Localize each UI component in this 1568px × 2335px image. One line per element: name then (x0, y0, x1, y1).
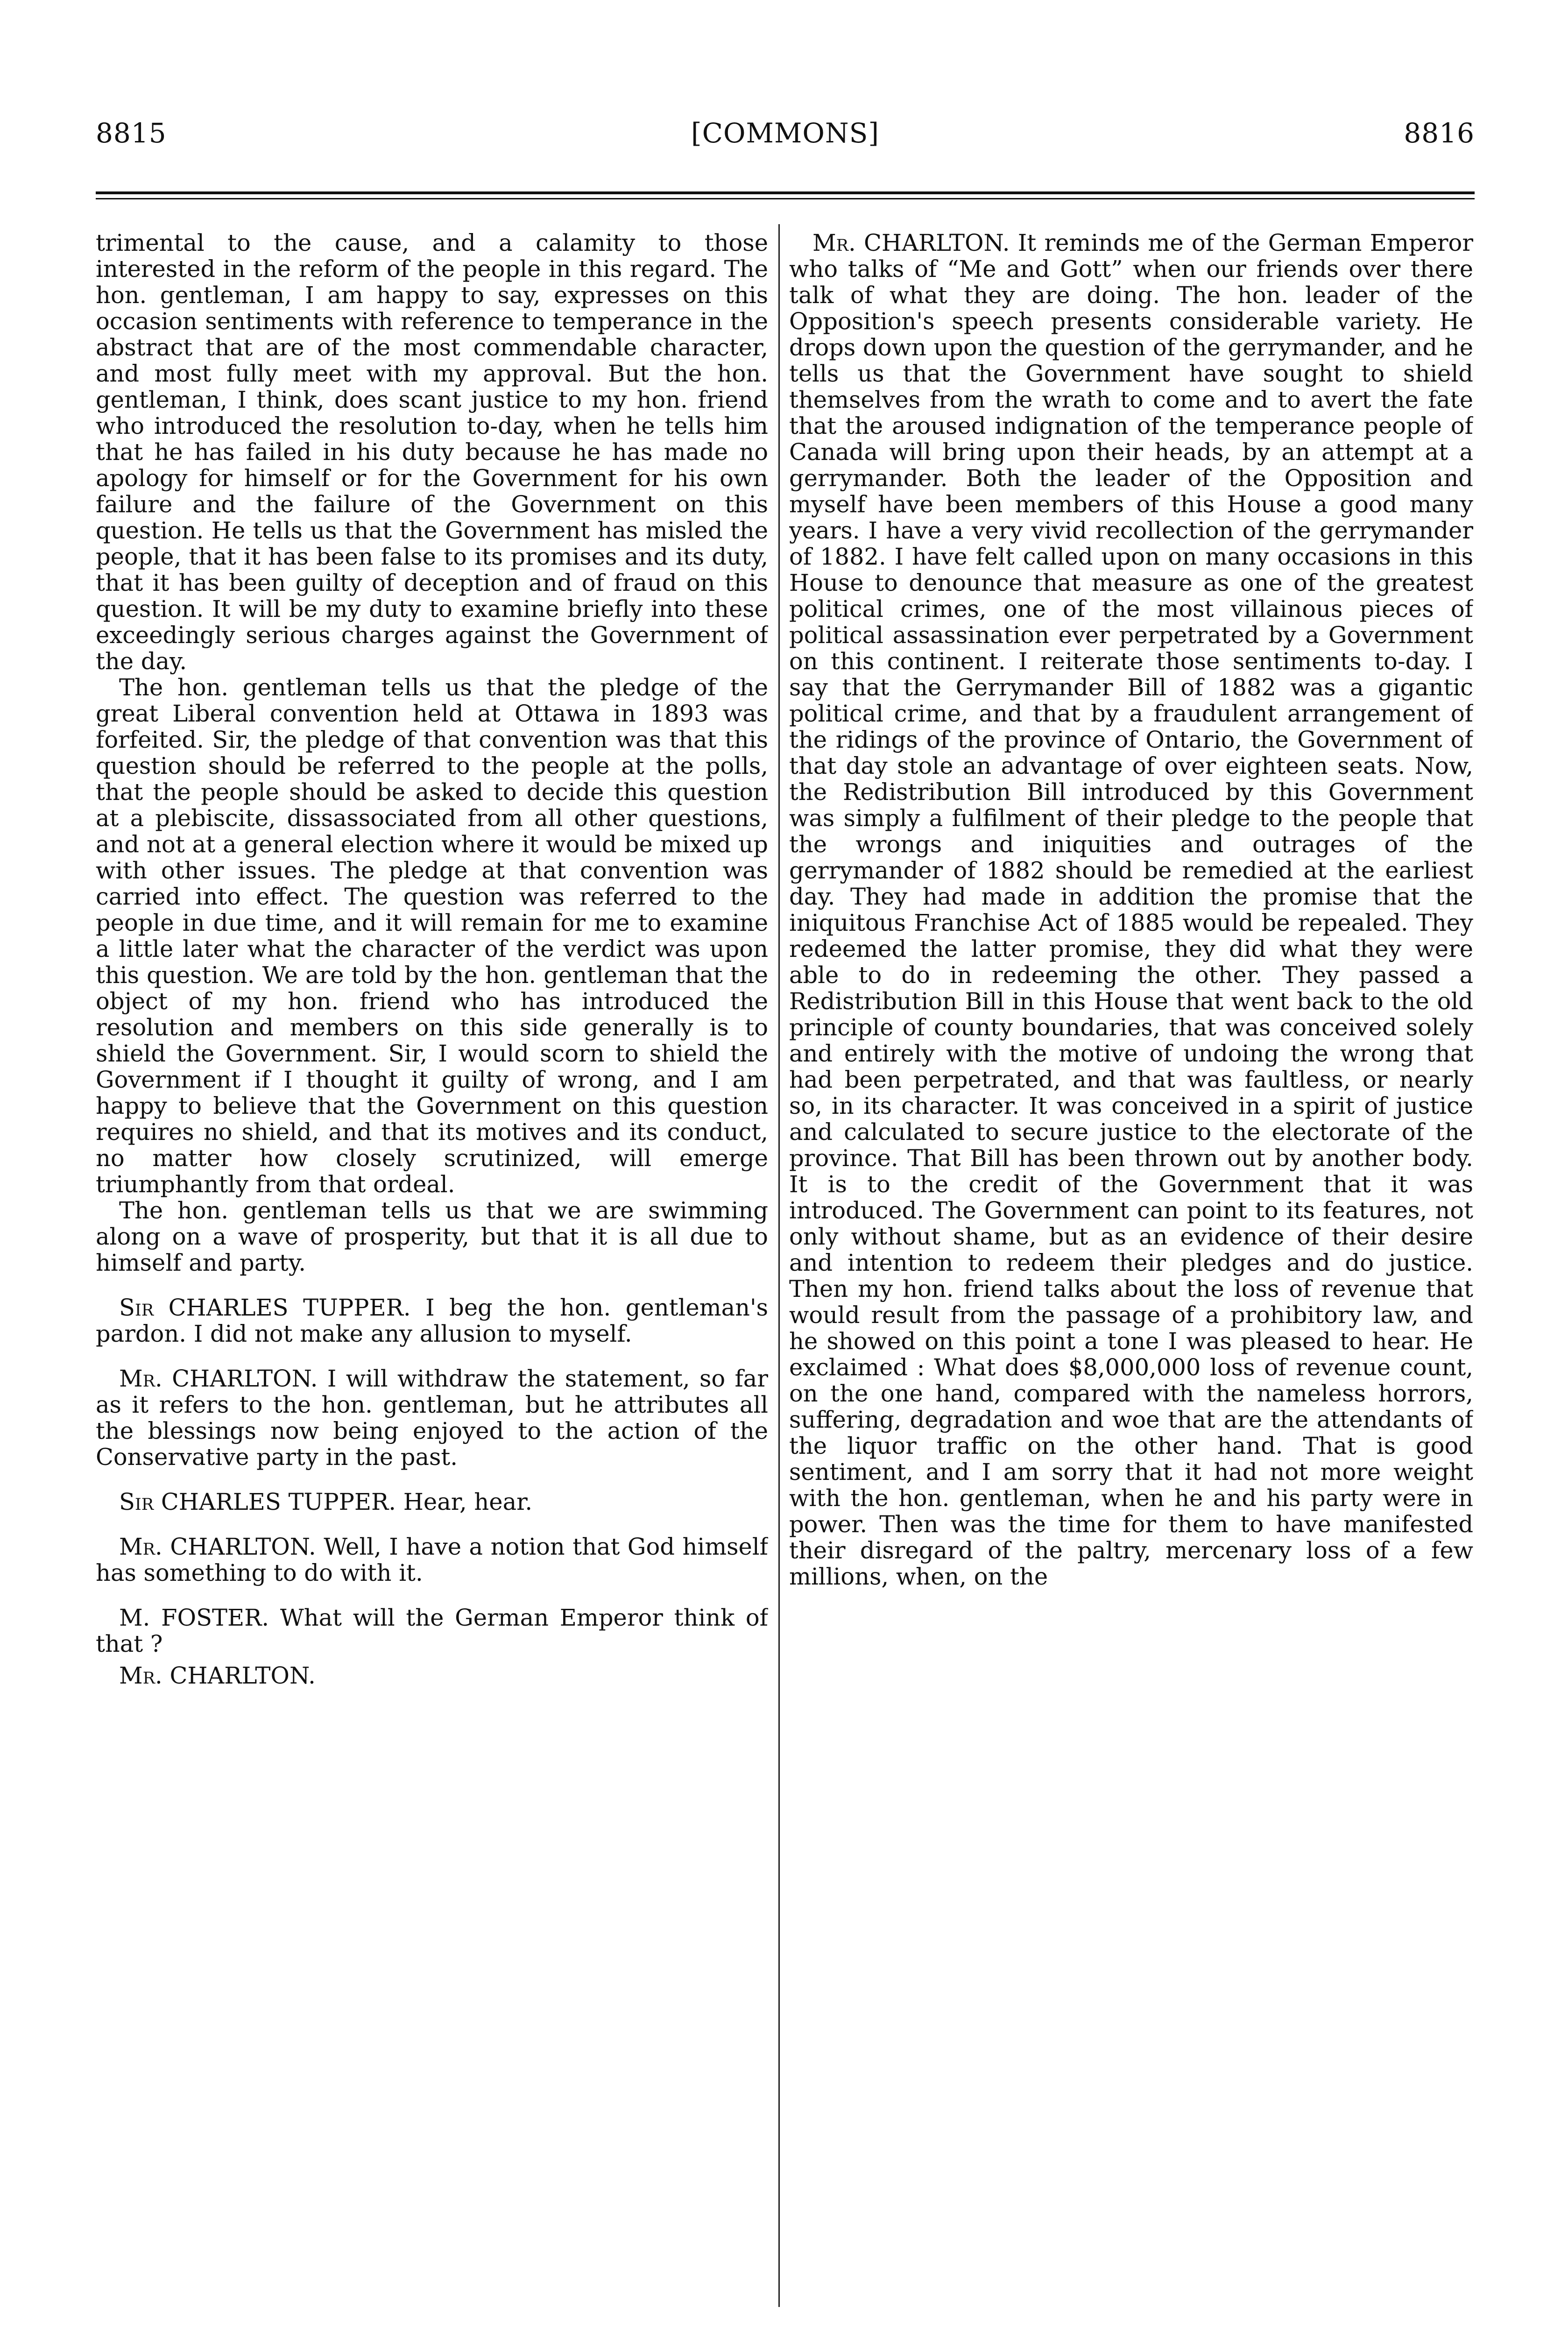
header-rule-thick (96, 191, 1475, 194)
column-divider (778, 224, 780, 2307)
speech-paragraph (96, 1489, 768, 1515)
speaker-name: Mr. CHARLTON. (119, 1662, 316, 1689)
page-header (96, 114, 1475, 152)
right-column (789, 230, 1473, 2335)
speech-text: Hear, hear. (396, 1488, 533, 1515)
page-number-right: 8816 (1404, 117, 1475, 149)
speech-paragraph (96, 1605, 768, 1657)
speech-text: What will the German Emperor think of that ? (96, 1604, 768, 1657)
speech-paragraph (96, 1663, 768, 1689)
speech-paragraph (96, 1295, 768, 1347)
page-number-left: 8815 (96, 117, 167, 149)
speaker-name: Mr. CHARLTON. (119, 1365, 318, 1392)
speaker-name: Sir CHARLES TUPPER. (119, 1294, 411, 1321)
paragraph: The hon. gentleman tells us that we are swimming along on a wave of prosperity, but that it is all due to himself and party. (96, 1197, 768, 1276)
speech-text: I beg the hon. gentleman's pardon. I did not make any allusion to myself. (96, 1294, 768, 1347)
speaker-name: Sir CHARLES TUPPER. (119, 1488, 396, 1515)
speech-text: It reminds me of the German Emperor who talks of “Me and Gott” when our friends over there talk of what they are doing. The hon. leader of the Opposition's speech presents considerable variety. He drops down upon the question of the gerrymander, and he tells us that the Government have sought to shield themselves from the wrath to come and to avert the fate that the aroused indignation of the temperance people of Canada will bring upon their heads, by an attempt at a gerrymander. Both the leader of the Opposition and myself have been members of this House a good many years. I have a very vivid recollection of the gerrymander of 1882. I have felt called upon on many occasions in this House to denounce that measure as one of the greatest political crimes, one of the most villainous pieces of political assassination ever perpetrated by a Government on this continent. I reiterate those sentiments to-day. I say that the Gerrymander Bill of 1882 was a gigantic political crime, and that by a fraudulent arrangement of the ridings of the province of Ontario, the Government of that day stole an advantage of over eighteen seats. Now, the Redistribution Bill introduced by this Government was simply a fulfilment of their pledge to the people that the wrongs and iniquities and outrages of the gerrymander of 1882 should be remedied at the earliest day. They had made in addition the promise that the iniquitous Franchise Act of 1885 would be repealed. They redeemed the latter promise, they did what they were able to do in redeeming the other. They passed a Redistribution Bill in this House that went back to the old principle of county boundaries, that was conceived solely and entirely with the motive of undoing the wrong that had been perpetrated, and that was faultless, or nearly so, in its character. It was conceived in a spirit of justice and calculated to secure justice to the electorate of the province. That Bill has been thrown out by another body. It is to the credit of the Government that it was introduced. The Government can point to its features, not only without shame, but as an evidence of their desire and intention to redeem their pledges and do justice. Then my hon. friend talks about the loss of revenue that would result from the passage of a prohibitory law, and he showed on this point a tone I was pleased to hear. He exclaimed : What does $8,000,000 loss of revenue count, on the one hand, compared with the nameless horrors, suffering, degradation and woe that are the attendants of the liquor traffic on the other hand. That is good sentiment, and I am sorry that it had not more weight with the hon. gentleman, when he and his party were in power. Then was the time for them to have manifested their disregard of the paltry, mercenary loss of a few millions, when, on the (789, 230, 1473, 1590)
header-title: [COMMONS] (691, 117, 879, 149)
speaker-name: Mr. CHARLTON. (812, 230, 1010, 256)
speech-paragraph (96, 1366, 768, 1470)
speaker-name: Mr. CHARLTON. (119, 1533, 316, 1560)
speech-text: I will withdraw the statement, so far as it refers to the hon. gentleman, but he attributes all the blessings now being enjoyed to the action of the Conservative party in the past. (96, 1365, 768, 1471)
header-rule-thin (96, 198, 1475, 199)
speech-paragraph (96, 1534, 768, 1586)
speech-paragraph (789, 230, 1473, 1590)
paragraph: The hon. gentleman tells us that the pledge of the great Liberal convention held at Ottawa in 1893 was forfeited. Sir, the pledge of that convention was that this question should be referred to the people at the polls, that the people should be asked to decide this question at a plebiscite, dissassociated from all other questions, and not at a general election where it would be mixed up with other issues. The pledge at that convention was carried into effect. The question was referred to the people in due time, and it will remain for me to examine a little later what the character of the verdict was upon this question. We are told by the hon. gentleman that the object of my hon. friend who has introduced the resolution and members on this side generally is to shield the Government. Sir, I would scorn to shield the Government if I thought it guilty of wrong, and I am happy to believe that the Government on this question requires no shield, and that its motives and its conduct, no matter how closely scrutinized, will emerge triumphantly from that ordeal. (96, 674, 768, 1198)
paragraph: trimental to the cause, and a calamity to those interested in the reform of the people in this regard. The hon. gentleman, I am happy to say, expresses on this occasion sentiments with reference to temperance in the abstract that are of the most commendable character, and most fully meet with my approval. But the hon. gentleman, I think, does scant justice to my hon. friend who introduced the resolution to-day, when he tells him that he has failed in his duty because he has made no apology for himself or for the Government for his own failure and the failure of the Government on this question. He tells us that the Government has misled the people, that it has been false to its promises and its duty, that it has been guilty of deception and of fraud on this question. It will be my duty to examine briefly into these exceedingly serious charges against the Government of the day. (96, 230, 768, 675)
speech-text: Well, I have a notion that God himself has something to do with it. (96, 1533, 768, 1586)
speaker-name: M. FOSTER. (119, 1604, 269, 1631)
left-column (96, 230, 768, 2335)
